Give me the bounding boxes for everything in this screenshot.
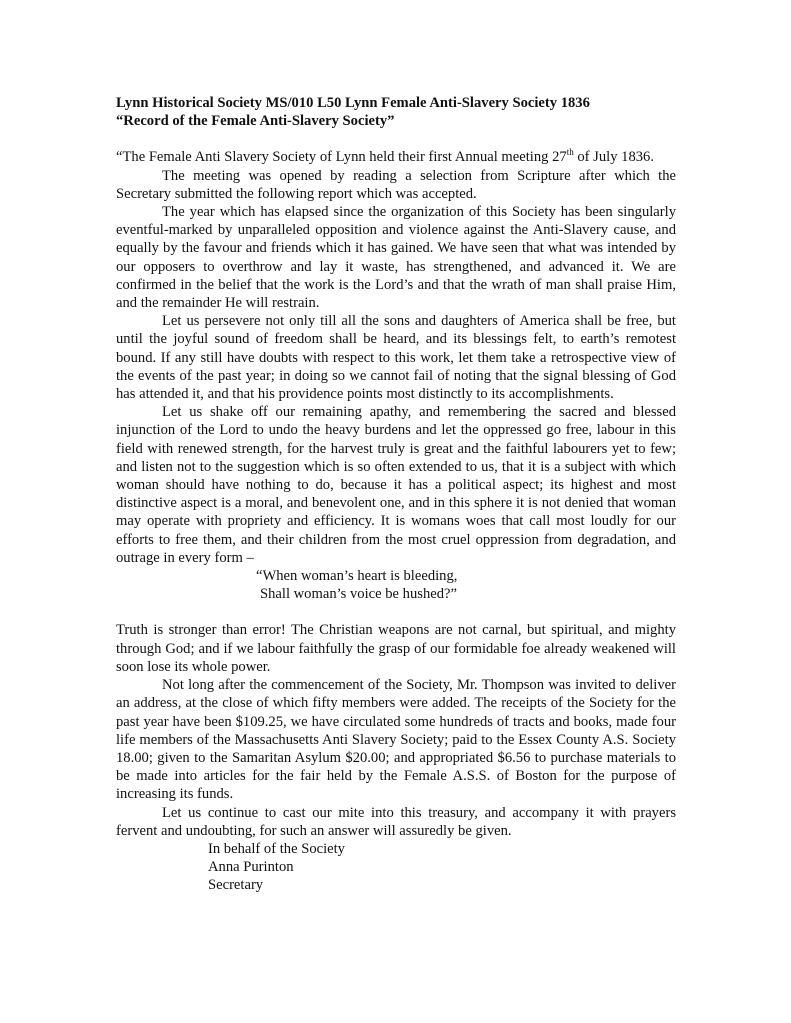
opening-text-end: of July 1836. — [573, 149, 654, 166]
signature-title: Secretary — [208, 877, 264, 894]
poem-line-2: Shall woman’s voice be hushed?” — [260, 586, 457, 603]
heading-line-1: Lynn Historical Society MS/010 L50 Lynn Female Anti-Slavery Society 1836 — [116, 95, 590, 111]
spacer — [116, 130, 676, 148]
year-review-paragraph: The year which has elapsed since the organization of this Society has been singularly eventful-marked by unparalleled opposition and violence against the Anti-Slavery cause, and equally by the favour and friends which it has gained. We have seen that what was intended by our opposers to overthrow and lay it waste, has strengthened, and advanced it. We are confirmed in the belief that the work is the Lord’s and that the wrath of man shall praise Him, and the remainder He will restrain. — [116, 204, 676, 312]
signature-block — [116, 840, 676, 895]
poem-line-1: “When woman’s heart is bleeding, — [256, 568, 458, 585]
poem-quote — [116, 567, 676, 603]
signature-behalf: In behalf of the Society — [208, 840, 345, 857]
finances-paragraph: Not long after the commencement of the Society, Mr. Thompson was invited to deliver an address, at the close of which fifty members were added. The receipts of the Society for the past year have been $109.25, we have circulated some hundreds of tracts and books, made four life members of the Massachusetts Anti Slavery Society; paid to the Essex County A.S. Society 18.00; given to the Samaritan Asylum $20.00; and appropriated $6.56 to purchase materials to be made into articles for the fair held by the Female A.S.S. of Boston for the purpose of increasing its funds. — [116, 677, 676, 803]
truth-paragraph: Truth is stronger than error! The Christian weapons are not carnal, but spiritual, and mighty through God; and if we labour faithfully the grasp of our formidable foe already weakened will soon lose its whole power. — [116, 622, 676, 675]
meeting-paragraph: The meeting was opened by reading a selection from Scripture after which the Secretary submitted the following report which was accepted. — [116, 167, 676, 202]
prayer-paragraph: Let us continue to cast our mite into this treasury, and accompany it with prayers fervent and undoubting, for such an answer will assuredly be given. — [116, 804, 676, 839]
heading-line-2: “Record of the Female Anti-Slavery Society” — [116, 113, 395, 130]
ordinal-suffix: th — [566, 147, 574, 158]
opening-paragraph — [116, 148, 676, 166]
document-page — [116, 94, 676, 895]
persevere-paragraph: Let us persevere not only till all the sons and daughters of America shall be free, but until the joyful sound of freedom shall be heard, and its blessings felt, to earth’s remotest bound. If any still have doubts with respect to this work, let them take a retrospective view of the events of the past year; in doing so we cannot fail of noting that the signal blessing of God has attended it, and that his providence points most distinctly to its accomplishments. — [116, 313, 676, 403]
spacer — [116, 603, 676, 621]
signature-name: Anna Purinton — [208, 859, 294, 876]
opening-text: “The Female Anti Slavery Society of Lynn held their first Annual meeting 27 — [116, 149, 567, 166]
document-heading — [116, 94, 676, 130]
apathy-paragraph: Let us shake off our remaining apathy, and remembering the sacred and blessed injunction of the Lord to undo the heavy burdens and let the oppressed go free, labour in this field with renewed strength, for the harvest truly is great and the faithful labourers yet to few; and listen not to the suggestion which is so often extended to us, that it is a subject with which woman should have nothing to do, because it has a political aspect; its highest and most distinctive aspect is a moral, and benevolent one, and in this sphere it is not denied that woman may operate with propriety and efficiency. It is womans woes that call most loudly for our efforts to free them, and their children from the most cruel oppression from degradation, and outrage in every form – — [116, 404, 676, 566]
